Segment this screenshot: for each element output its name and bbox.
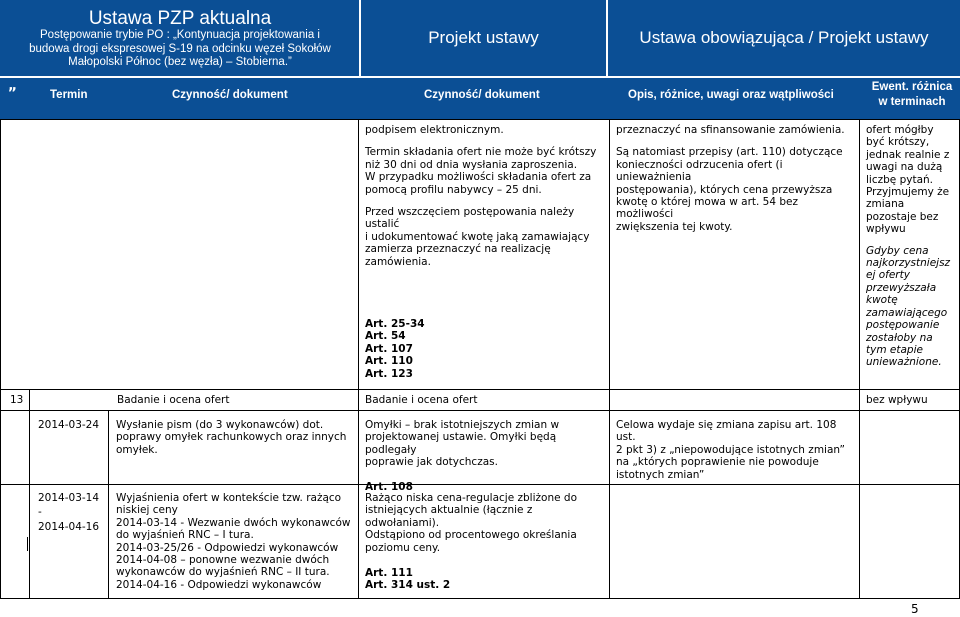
table-border (609, 119, 610, 599)
block1-col3-articles: Art. 25-34 Art. 54 Art. 107 Art. 110 Art. 123 (365, 318, 425, 380)
header-right-title: Ustawa obowiązująca / Projekt ustawy (639, 28, 929, 47)
row-b-articles: Art. 111 Art. 314 ust. 2 (365, 567, 451, 592)
column-header-termin: Termin (50, 89, 88, 101)
table-border (29, 389, 30, 599)
block1-col3-text: podpisem elektronicznym. Termin składania ofert nie może być krótszy niż 30 dni od dnia wysłania zaproszenia. W przypadku możliwości składania ofert za pomocą profilu nabywcy – 25 dni. Przed wszczęciem postępowania należy ustalić i udokumentować kwotę jaką zamawiający zamierza przeznaczyć na realizację zamówienia. (365, 124, 597, 268)
table-border (0, 119, 960, 120)
table-border (0, 119, 1, 599)
column-header-quote: „ (8, 78, 18, 94)
row-a-activity: Wysłanie pism (do 3 wykonawców) dot. poprawy omyłek rachunkowych oraz innych omyłek. (116, 419, 347, 456)
header-mid-title: Projekt ustawy (428, 28, 539, 47)
column-header-czynnosc-2: Czynność/ dokument (424, 89, 540, 101)
table-border (859, 119, 860, 599)
page-number: 5 (911, 602, 919, 616)
table-border (0, 598, 960, 599)
margin-mark (27, 537, 28, 551)
table-border (0, 389, 960, 390)
row-b-new-law: Rażąco niska cena-regulacje zbliżone do istniejących aktualnie (łącznie z odwołaniami). Odstąpiono od procentowego określania poziomu ceny. (365, 492, 577, 554)
block1-col5-text: ofert mógłby być krótszy, jednak realnie z uwagi na dużą liczbę pytań. Przyjmujemy że zmiana pozostaje bez wpływu Gdyby cena najkorzystniejsz ej oferty przewyższała kwotę zamawiającego postępowanie zostałoby na tym etapie unieważnione. (866, 124, 951, 369)
row-b-activity: Wyjaśnienia ofert w kontekście tzw. rażąco niskiej ceny 2014-03-14 - Wezwanie dwóch wykonawców do wyjaśnień RNC – I tura. 2014-03-25/26 - Odpowiedzi wykonawców 2014-04-08 – ponowne wezwanie dwóch wykonawców do wyjaśnień RNC – II tura. 2014-04-16 - Odpowiedzi wykonawców (116, 492, 351, 591)
table-border (358, 119, 359, 599)
column-header-ewent: Ewent. różnica w terminach (871, 81, 953, 108)
row13-number: 13 (10, 394, 24, 406)
table-border (108, 410, 109, 599)
header-left-subtitle: Postępowanie trybie PO : „Kontynuacja projektowania i budowa drogi ekspresowej S-19 na odcinku węzeł Sokołów Małopolski Północ (bez węzła) – Stobierna.” (29, 29, 331, 68)
row-a-date: 2014-03-24 (38, 419, 100, 431)
row13-impact: bez wpływu (866, 394, 928, 406)
column-header-czynnosc-1: Czynność/ dokument (172, 89, 288, 101)
row13-activity-new: Badanie i ocena ofert (365, 394, 478, 406)
row-b-dates: 2014-03-14 - 2014-04-16 (38, 492, 100, 533)
row-a-new-law: Omyłki – brak istotniejszych zmian w projektowanej ustawie. Omyłki będą podlegały poprawie jak dotychczas. Art. 108 (365, 419, 560, 493)
block1-col4-text: przeznaczyć na sfinansowanie zamówienia. Są natomiast przepisy (art. 110) dotyczące konieczności odrzucenia ofert (i unieważnienia postępowania), których cena przewyższa kwotę o której mowa w art. 54 bez możliwości zwiększenia tej kwoty. (616, 124, 845, 233)
header-divider (0, 76, 960, 78)
row-a-notes: Celowa wydaje się zmiana zapisu art. 108 ust. 2 pkt 3) z „niepowodujące istotnych zmian” na „których poprawienie nie powoduje istotnych zmian” (616, 419, 845, 481)
table-border (0, 410, 960, 411)
column-header-opis: Opis, różnice, uwagi oraz wątpliwości (628, 89, 834, 101)
header-left-title: Ustawa PZP aktualna (88, 8, 272, 29)
row13-activity: Badanie i ocena ofert (117, 394, 230, 406)
